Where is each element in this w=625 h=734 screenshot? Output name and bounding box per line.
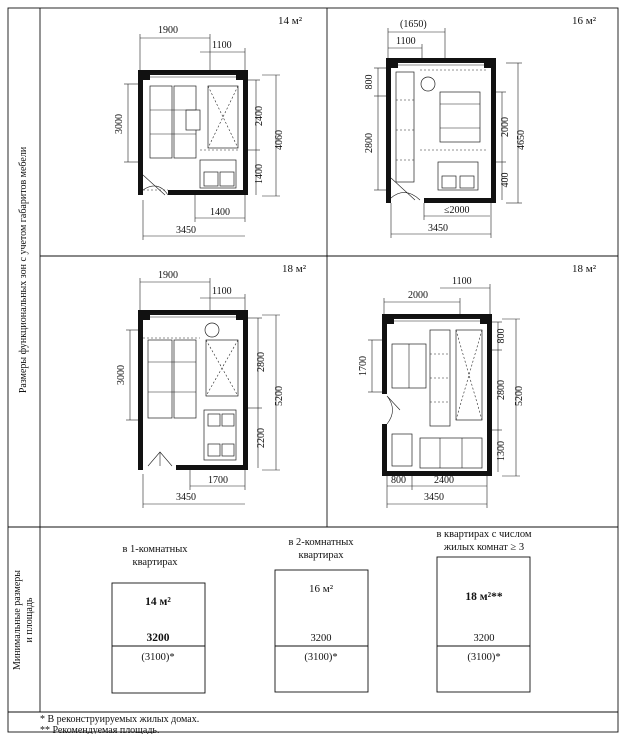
dim-bottom-1: 1400 — [210, 207, 230, 218]
dim-left-1: 3000 — [116, 365, 127, 385]
dim-left-2: 2800 — [364, 133, 375, 153]
dim-top-2: 1100 — [452, 276, 472, 287]
floor-plan-18-a — [116, 263, 307, 508]
dim-right-3: 1400 — [254, 164, 265, 184]
dim-right-2: 5200 — [274, 386, 285, 406]
dim-right-3: 5200 — [514, 386, 525, 406]
plan-area-label: 14 м² — [278, 15, 303, 27]
min-width-reconstructed: (3100)* — [467, 652, 501, 663]
dim-bottom-2: 3450 — [176, 225, 196, 236]
min-caption-line-2: квартирах — [132, 557, 178, 568]
dim-left-1: 3000 — [114, 114, 125, 134]
min-caption-line-1: в 2-комнатных — [288, 537, 354, 548]
min-caption-line-1: в 1-комнатных — [122, 544, 188, 555]
minimum-room-3 — [436, 529, 531, 692]
dim-right-2: 4060 — [274, 130, 285, 150]
dim-right-1: 2400 — [254, 106, 265, 126]
dim-bottom-2: 2400 — [434, 475, 454, 486]
dim-bottom-1: 800 — [391, 475, 406, 486]
dim-top-2: 1100 — [212, 286, 232, 297]
footnote-2: ** Рекомендуемая площадь. — [40, 725, 160, 734]
min-width-reconstructed: (3100)* — [141, 652, 175, 663]
dim-top-1: 1900 — [158, 270, 178, 281]
minimum-room-1 — [112, 544, 205, 693]
min-area: 14 м² — [145, 596, 171, 608]
dim-right-1: 800 — [496, 328, 507, 344]
minimum-room-2 — [275, 537, 368, 692]
dim-right-1: 2000 — [500, 117, 511, 137]
min-caption-line-2: квартирах — [298, 550, 344, 561]
dim-bottom-3: 3450 — [424, 492, 444, 503]
dim-right-4: 1300 — [496, 441, 507, 461]
floor-plan-14 — [114, 15, 303, 240]
min-area: 16 м² — [308, 583, 334, 595]
dim-right-3: 400 — [500, 172, 511, 188]
dim-top-1: 2000 — [408, 290, 428, 301]
plan-area-label: 16 м² — [572, 15, 597, 27]
dim-bottom-2: 3450 — [428, 223, 448, 234]
dim-left-1: 1700 — [358, 356, 369, 376]
floor-plan-16 — [364, 15, 597, 238]
dim-bottom-1: 1700 — [208, 475, 228, 486]
min-width: 3200 — [310, 633, 332, 644]
side-label-upper: Размеры функциональных зон с учетом габаритов мебели — [18, 146, 29, 394]
min-width: 3200 — [473, 633, 495, 644]
plan-area-label: 18 м² — [282, 263, 307, 275]
min-area: 18 м²** — [465, 591, 503, 603]
dim-right-2: 4650 — [516, 130, 527, 150]
dim-top-1: (1650) — [400, 19, 427, 30]
dim-right-2: 2800 — [496, 380, 507, 400]
dim-bottom-1: ≤2000 — [444, 205, 470, 216]
min-caption-line-2: жилых комнат ≥ 3 — [443, 542, 525, 553]
dim-bottom-2: 3450 — [176, 492, 196, 503]
dim-right-1: 2800 — [256, 352, 267, 372]
dim-top-2: 1100 — [212, 40, 232, 51]
dim-top-1: 1900 — [158, 25, 178, 36]
dim-right-3: 2200 — [256, 428, 267, 448]
plan-area-label: 18 м² — [572, 263, 597, 275]
min-caption-line-1: в квартирах с числом — [436, 529, 532, 540]
side-label-lower-1: Минимальные размеры — [12, 569, 23, 671]
table-grid — [8, 8, 618, 732]
dim-top-2: 1100 — [396, 36, 416, 47]
side-label-lower-2: и площадь — [24, 597, 35, 643]
footnote-1: * В реконструируемых жилых домах. — [40, 714, 200, 725]
min-width: 3200 — [146, 632, 170, 644]
dim-left-1: 800 — [364, 74, 375, 90]
min-width-reconstructed: (3100)* — [304, 652, 338, 663]
floor-plan-18-b — [358, 263, 597, 508]
